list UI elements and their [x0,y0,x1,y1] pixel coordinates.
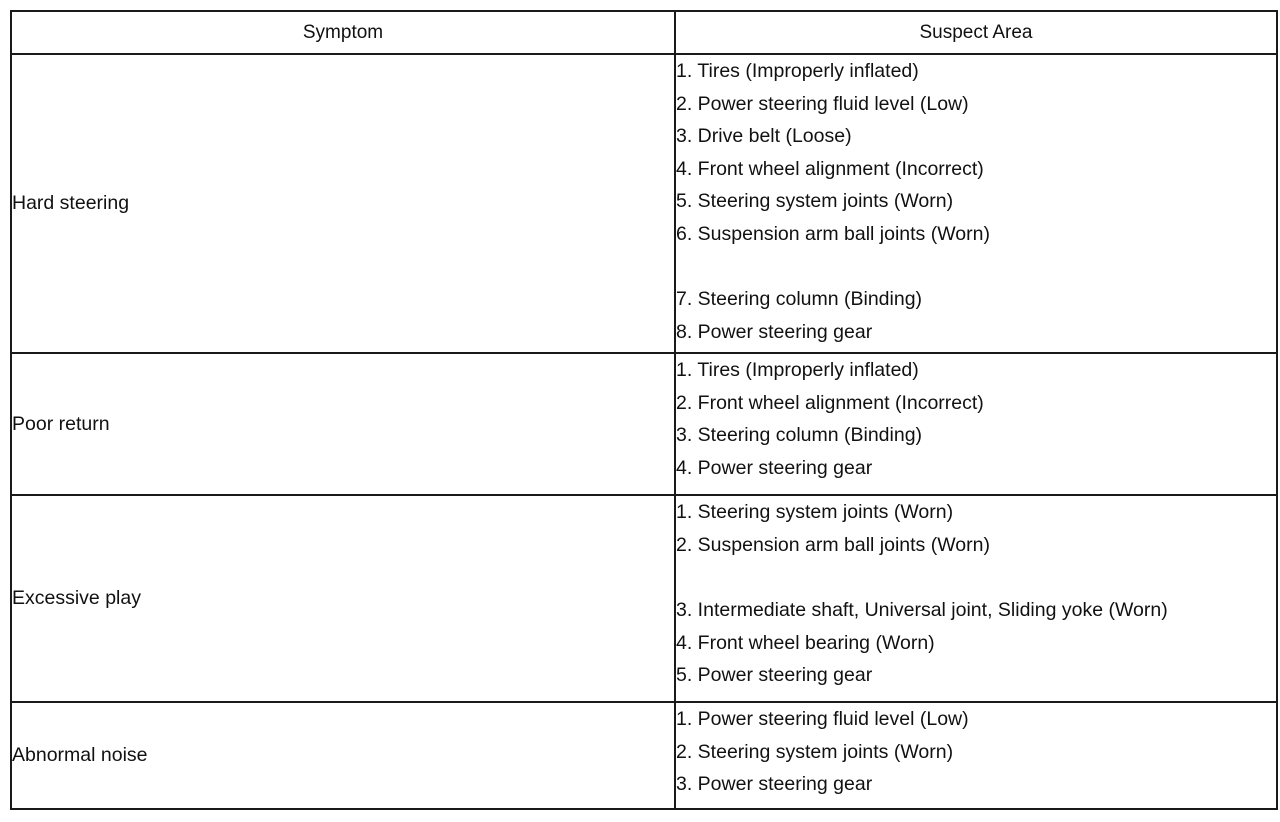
suspect-area-item: 8. Power steering gear [676,320,873,343]
suspect-area-cell [675,495,1277,702]
suspect-area-item: 4. Front wheel alignment (Incorrect) [676,157,984,180]
suspect-area-item: 1. Tires (Improperly inflated) [676,60,919,82]
symptom-cell: Hard steering [11,54,675,353]
table-header-row [11,11,1277,54]
symptom-cell: Abnormal noise [11,702,675,809]
table-row [11,702,1277,809]
suspect-area-item: 5. Steering system joints (Worn) [676,190,954,212]
suspect-area-cell [675,353,1277,495]
suspect-area-item: 2. Front wheel alignment (Incorrect) [676,391,984,414]
suspect-area-item: 7. Steering column (Binding) [676,288,923,310]
suspect-area-item: 2. Steering system joints (Worn) [676,740,954,763]
suspect-area-item: 5. Power steering gear [676,664,873,686]
suspect-area-item: 3. Intermediate shaft, Universal joint, Sliding yoke (Worn) [676,599,1168,621]
suspect-area-cell [675,702,1277,809]
suspect-area-item: 3. Drive belt (Loose) [676,125,852,147]
suspect-area-item: 3. Steering column (Binding) [676,424,923,446]
suspect-area-item: 4. Front wheel bearing (Worn) [676,631,935,654]
troubleshooting-table [10,10,1278,810]
suspect-area-column-header: Suspect Area [675,11,1277,54]
suspect-area-spacer [676,250,1276,283]
suspect-area-item: 2. Suspension arm ball joints (Worn) [676,533,990,556]
symptom-cell: Poor return [11,353,675,495]
suspect-area-item: 3. Power steering gear [676,773,873,795]
table-row [11,495,1277,702]
suspect-area-cell [675,54,1277,353]
symptom-column-header: Symptom [11,11,675,54]
suspect-area-item: 4. Power steering gear [676,456,873,479]
table-row [11,54,1277,353]
suspect-area-item: 1. Tires (Improperly inflated) [676,359,919,381]
suspect-area-item: 2. Power steering fluid level (Low) [676,92,969,115]
suspect-area-item: 1. Power steering fluid level (Low) [676,708,969,730]
suspect-area-item: 6. Suspension arm ball joints (Worn) [676,222,990,245]
symptom-cell: Excessive play [11,495,675,702]
table-row [11,353,1277,495]
suspect-area-spacer [676,561,1276,594]
suspect-area-item: 1. Steering system joints (Worn) [676,501,954,523]
